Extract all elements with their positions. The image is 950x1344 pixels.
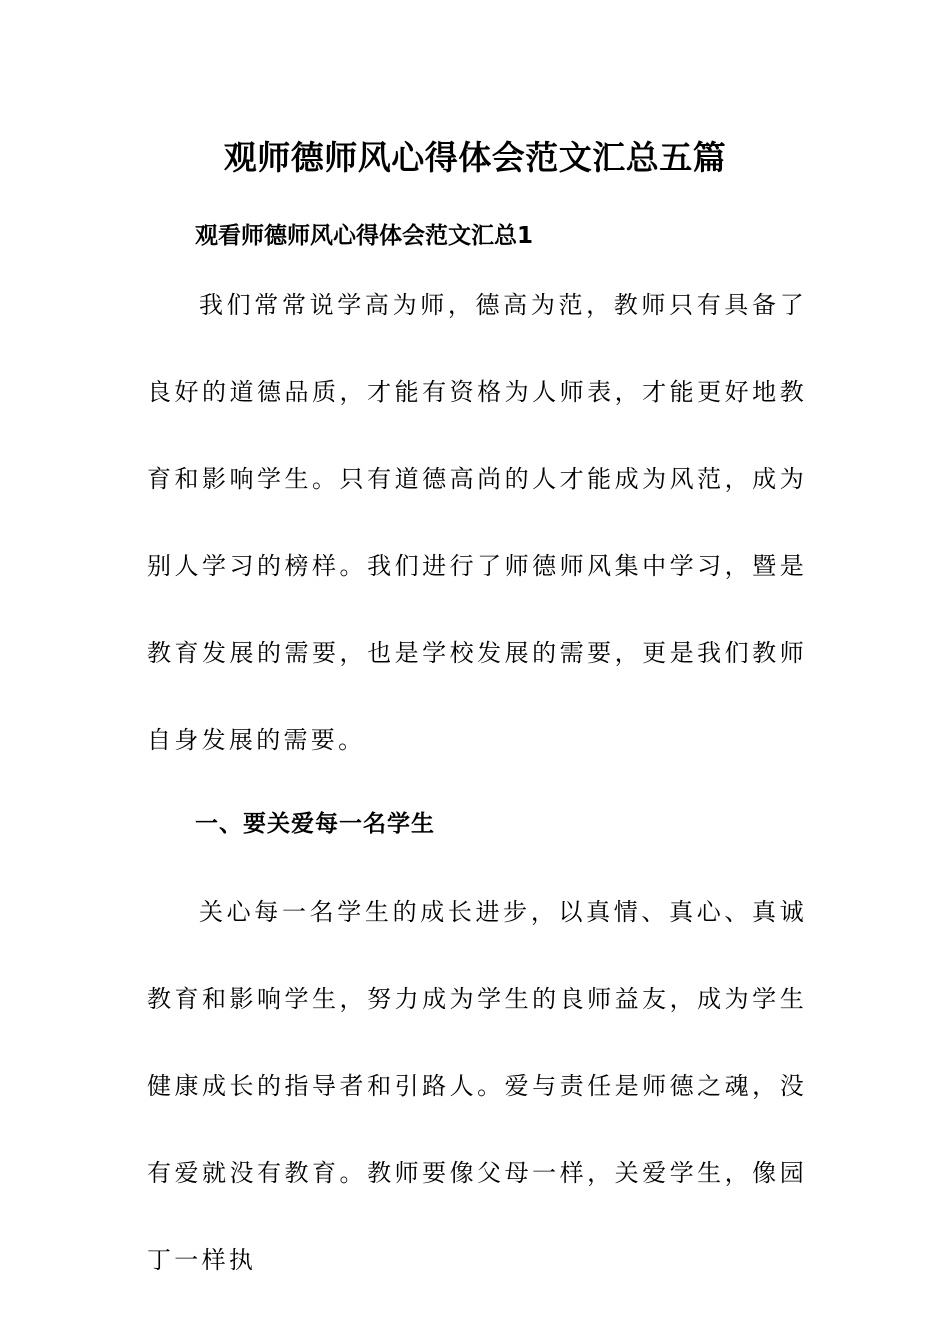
paragraph-intro: 我们常常说学高为师，德高为范，教师只有具备了良好的道德品质，才能有资格为人师表，才能更好地教育和影响学生。只有道德高尚的人才能成为风范，成为别人学习的榜样。我们进行了师德师风集中学习，暨是教育发展的需要，也是学校发展的需要，更是我们教师自身发展的需要。 <box>147 291 807 754</box>
document-title: 观师德师风心得体会范文汇总五篇 <box>223 138 727 177</box>
paragraph-care-students: 关心每一名学生的成长进步，以真情、真心、真诚教育和影响学生，努力成为学生的良师益友，成为学生健康成长的指导者和引路人。爱与责任是师德之魂，没有爱就没有教育。教师要像父母一样，关爱学生，像园丁一样执 <box>147 898 807 1274</box>
section-heading: 一、要关爱每一名学生 <box>195 811 435 837</box>
essay-subtitle: 观看师德师风心得体会范文汇总1 <box>195 223 534 249</box>
